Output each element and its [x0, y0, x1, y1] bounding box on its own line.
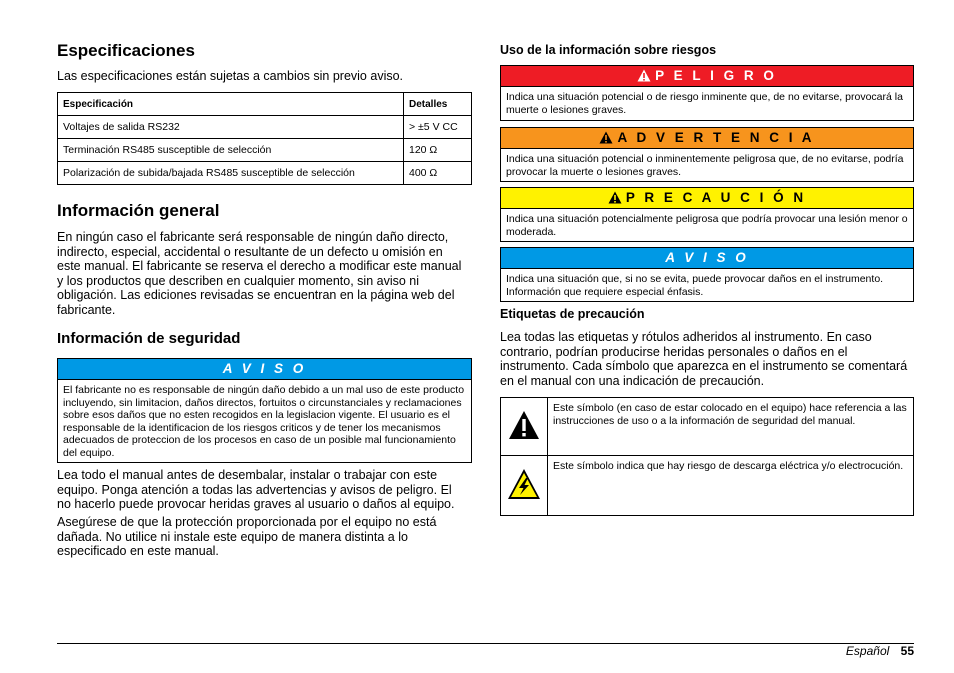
peligro-text: Indica una situación potencial o de riesgo inminente que, de no evitarse, provocará la muerte o lesiones graves.	[506, 91, 903, 116]
advertencia-notice	[500, 127, 914, 182]
warning-triangle-icon	[599, 131, 613, 144]
spec-header-spec: Especificación	[58, 93, 404, 116]
precaucion-text: Indica una situación potencialmente peligrosa que podría provocar una lesión menor o moderada.	[506, 213, 908, 238]
table-cell: Polarización de subida/bajada RS485 susceptible de selección	[58, 162, 404, 185]
table-cell: 400 Ω	[404, 162, 472, 185]
footer-divider	[57, 643, 914, 644]
spec-note: Las especificaciones están sujetas a cambios sin previo aviso.	[57, 69, 404, 83]
warning-triangle-icon	[608, 191, 622, 204]
symbol-description: Este símbolo indica que hay riesgo de descarga eléctrica y/o electrocución.	[548, 456, 914, 516]
table-cell: Terminación RS485 susceptible de selección	[58, 139, 404, 162]
table-row	[501, 456, 914, 516]
electric-shock-icon	[507, 468, 541, 500]
general-title: Información general	[57, 201, 220, 220]
symbol-description: Este símbolo (en caso de estar colocado en el equipo) hace referencia a las instrucciones de uso o a la información de seguridad del manual.	[548, 398, 914, 456]
safety-title: Información de seguridad	[57, 330, 241, 347]
table-cell: 120 Ω	[404, 139, 472, 162]
table-row	[58, 116, 472, 139]
risk-title: Uso de la información sobre riesgos	[500, 43, 717, 57]
aviso-notice	[57, 358, 472, 463]
peligro-label: P E L I G R O	[655, 68, 777, 83]
page-number: 55	[900, 644, 914, 658]
table-row	[501, 398, 914, 456]
footer-language: Español	[845, 644, 890, 658]
aviso-notice-right	[500, 247, 914, 302]
paragraph-read-manual: Lea todo el manual antes de desembalar, instalar o trabajar con este equipo. Ponga atención a todas las advertencias y avisos de peligro. El no hacerlo puede provocar heridas graves al usuario o daños al equipo.	[57, 468, 455, 512]
table-row	[58, 139, 472, 162]
general-text: En ningún caso el fabricante será responsable de ningún daño directo, indirecto, especial, accidental o resultante de un defecto u omisión en este manual. El fabricante se reserva el derecho a modificar este manual y los productos que describen en cualquier momento, sin aviso ni obligación. Las ediciones revisadas se encuentran en la página web del fabricante.	[57, 230, 462, 317]
warning-triangle-icon	[637, 69, 651, 82]
aviso-label: A V I S O	[501, 248, 913, 269]
table-cell: > ±5 V CC	[404, 116, 472, 139]
spec-header-details: Detalles	[404, 93, 472, 116]
symbols-table	[500, 397, 914, 516]
peligro-notice	[500, 65, 914, 121]
advertencia-label: A D V E R T E N C I A	[617, 130, 815, 145]
table-cell: Voltajes de salida RS232	[58, 116, 404, 139]
aviso-header: A V I S O	[58, 359, 471, 380]
table-row	[58, 162, 472, 185]
paragraph-protection: Asegúrese de que la protección proporcionada por el equipo no está dañada. No utilice ni instale este equipo de manera distinta a lo especificado en este manual.	[57, 515, 437, 559]
aviso-text-right: Indica una situación que, si no se evita, puede provocar daños en el instrumento. Información que requiere especial énfasis.	[506, 273, 884, 298]
spec-title: Especificaciones	[57, 41, 195, 60]
aviso-text: El fabricante no es responsable de ningún daño debido a un mal uso de este producto incluyendo, sin limitacion, daños directos, fortuitos o circunstanciales y reclamaciones sobre esos daños que no esten recogidos en la legislacion vigente. El usuario es el responsable de la identificacion de los riesgos criticos y de tener los mecanismos adecuados de proteccion de los procesos en caso de un posible mal funcionamiento del equipo.	[63, 384, 465, 459]
spec-table	[57, 92, 472, 185]
precaucion-notice	[500, 187, 914, 242]
advertencia-text: Indica una situación potencial o inminentemente peligrosa que, de no evitarse, podría provocar la muerte o lesiones graves.	[506, 153, 904, 178]
labels-text: Lea todas las etiquetas y rótulos adheridos al instrumento. En caso contrario, podrían producirse heridas personales o daños en el instrumento. Cada símbolo que aparezca en el instrumento se comentará en el manual con una indicación de precaución.	[500, 330, 908, 388]
spec-table-header	[58, 93, 472, 116]
page-footer	[846, 643, 914, 658]
exclamation-triangle-icon	[508, 410, 540, 440]
labels-title: Etiquetas de precaución	[500, 307, 645, 321]
precaucion-label: P R E C A U C I Ó N	[625, 190, 807, 205]
